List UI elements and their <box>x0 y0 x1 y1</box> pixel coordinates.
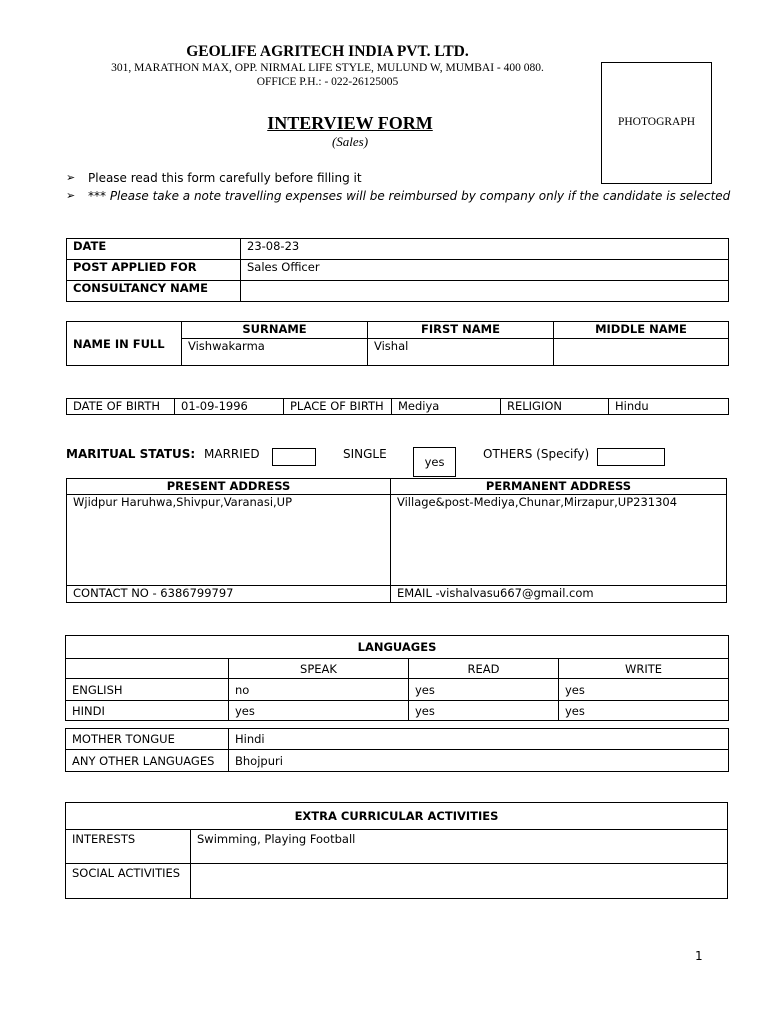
language-name: HINDI <box>66 701 229 721</box>
pob-field[interactable]: Mediya <box>392 399 501 415</box>
language-row <box>66 679 729 701</box>
marital-status-label: MARITUAL STATUS: <box>66 447 196 461</box>
language-speak-field[interactable]: no <box>229 679 409 701</box>
post-table <box>66 238 729 302</box>
language-row <box>66 701 729 721</box>
language-speak-field[interactable]: yes <box>229 701 409 721</box>
first-name-field[interactable]: Vishal <box>368 339 554 366</box>
others-field[interactable] <box>597 448 665 466</box>
languages-table <box>65 635 729 721</box>
consultancy-field[interactable] <box>241 281 729 302</box>
note-travel-expenses: *** Please take a note travelling expenses will be reimbursed by company only if the candidate is selected <box>88 189 731 203</box>
company-phone: OFFICE P.H.: - 022-26125005 <box>256 76 399 88</box>
social-activities-label: SOCIAL ACTIVITIES <box>66 864 191 899</box>
interests-label: INTERESTS <box>66 830 191 864</box>
email-field[interactable]: EMAIL -vishalvasu667@gmail.com <box>391 586 727 603</box>
surname-header: SURNAME <box>182 322 368 339</box>
language-write-field[interactable]: yes <box>559 701 729 721</box>
photograph-label: PHOTOGRAPH <box>617 116 696 128</box>
other-languages-field[interactable]: Bhojpuri <box>229 750 729 772</box>
religion-field[interactable]: Hindu <box>609 399 729 415</box>
dob-label: DATE OF BIRTH <box>67 399 175 415</box>
birth-table <box>66 398 729 415</box>
first-name-header: FIRST NAME <box>368 322 554 339</box>
single-label: SINGLE <box>343 447 387 461</box>
company-address: 301, MARATHON MAX, OPP. NIRMAL LIFE STYLE, MULUND W, MUMBAI - 400 080. <box>111 62 544 74</box>
language-read-field[interactable]: yes <box>409 701 559 721</box>
consultancy-label: CONSULTANCY NAME <box>67 281 241 302</box>
speak-header: SPEAK <box>229 659 409 679</box>
form-title: INTERVIEW FORM <box>267 113 433 133</box>
language-blank-header <box>66 659 229 679</box>
single-checkbox[interactable]: yes <box>413 447 456 477</box>
language-read-field[interactable]: yes <box>409 679 559 701</box>
page-number: 1 <box>695 949 703 963</box>
language-write-field[interactable]: yes <box>559 679 729 701</box>
married-checkbox[interactable] <box>272 448 316 466</box>
married-label: MARRIED <box>204 447 260 461</box>
date-field[interactable]: 23-08-23 <box>241 239 729 260</box>
present-address-header: PRESENT ADDRESS <box>67 479 391 495</box>
contact-number-field[interactable]: CONTACT NO - 6386799797 <box>67 586 391 603</box>
mother-tongue-label: MOTHER TONGUE <box>66 729 229 750</box>
languages-extra-table <box>65 728 729 772</box>
note-read-carefully: Please read this form carefully before filling it <box>88 171 362 185</box>
name-in-full-label: NAME IN FULL <box>67 322 182 366</box>
read-header: READ <box>409 659 559 679</box>
bullet-arrow-icon: ➢ <box>66 189 76 202</box>
post-applied-label: POST APPLIED FOR <box>67 260 241 281</box>
write-header: WRITE <box>559 659 729 679</box>
bullet-arrow-icon: ➢ <box>66 171 76 184</box>
languages-header: LANGUAGES <box>66 636 729 659</box>
others-label: OTHERS (Specify) <box>483 447 590 461</box>
form-subtitle: (Sales) <box>331 134 369 149</box>
language-name: ENGLISH <box>66 679 229 701</box>
permanent-address-field[interactable]: Village&post-Mediya,Chunar,Mirzapur,UP231304 <box>391 495 727 586</box>
post-applied-field[interactable]: Sales Officer <box>241 260 729 281</box>
name-table <box>66 321 729 366</box>
pob-label: PLACE OF BIRTH <box>284 399 392 415</box>
mother-tongue-field[interactable]: Hindi <box>229 729 729 750</box>
present-address-field[interactable]: Wjidpur Haruhwa,Shivpur,Varanasi,UP <box>67 495 391 586</box>
extra-curricular-table <box>65 802 728 899</box>
date-label: DATE <box>67 239 241 260</box>
dob-field[interactable]: 01-09-1996 <box>175 399 284 415</box>
social-activities-field[interactable] <box>191 864 728 899</box>
company-name: GEOLIFE AGRITECH INDIA PVT. LTD. <box>186 43 469 60</box>
extra-curricular-header: EXTRA CURRICULAR ACTIVITIES <box>66 803 728 830</box>
permanent-address-header: PERMANENT ADDRESS <box>391 479 727 495</box>
address-table <box>66 478 727 603</box>
other-languages-label: ANY OTHER LANGUAGES <box>66 750 229 772</box>
surname-field[interactable]: Vishwakarma <box>182 339 368 366</box>
middle-name-field[interactable] <box>554 339 729 366</box>
religion-label: RELIGION <box>501 399 609 415</box>
interests-field[interactable]: Swimming, Playing Football <box>191 830 728 864</box>
middle-name-header: MIDDLE NAME <box>554 322 729 339</box>
